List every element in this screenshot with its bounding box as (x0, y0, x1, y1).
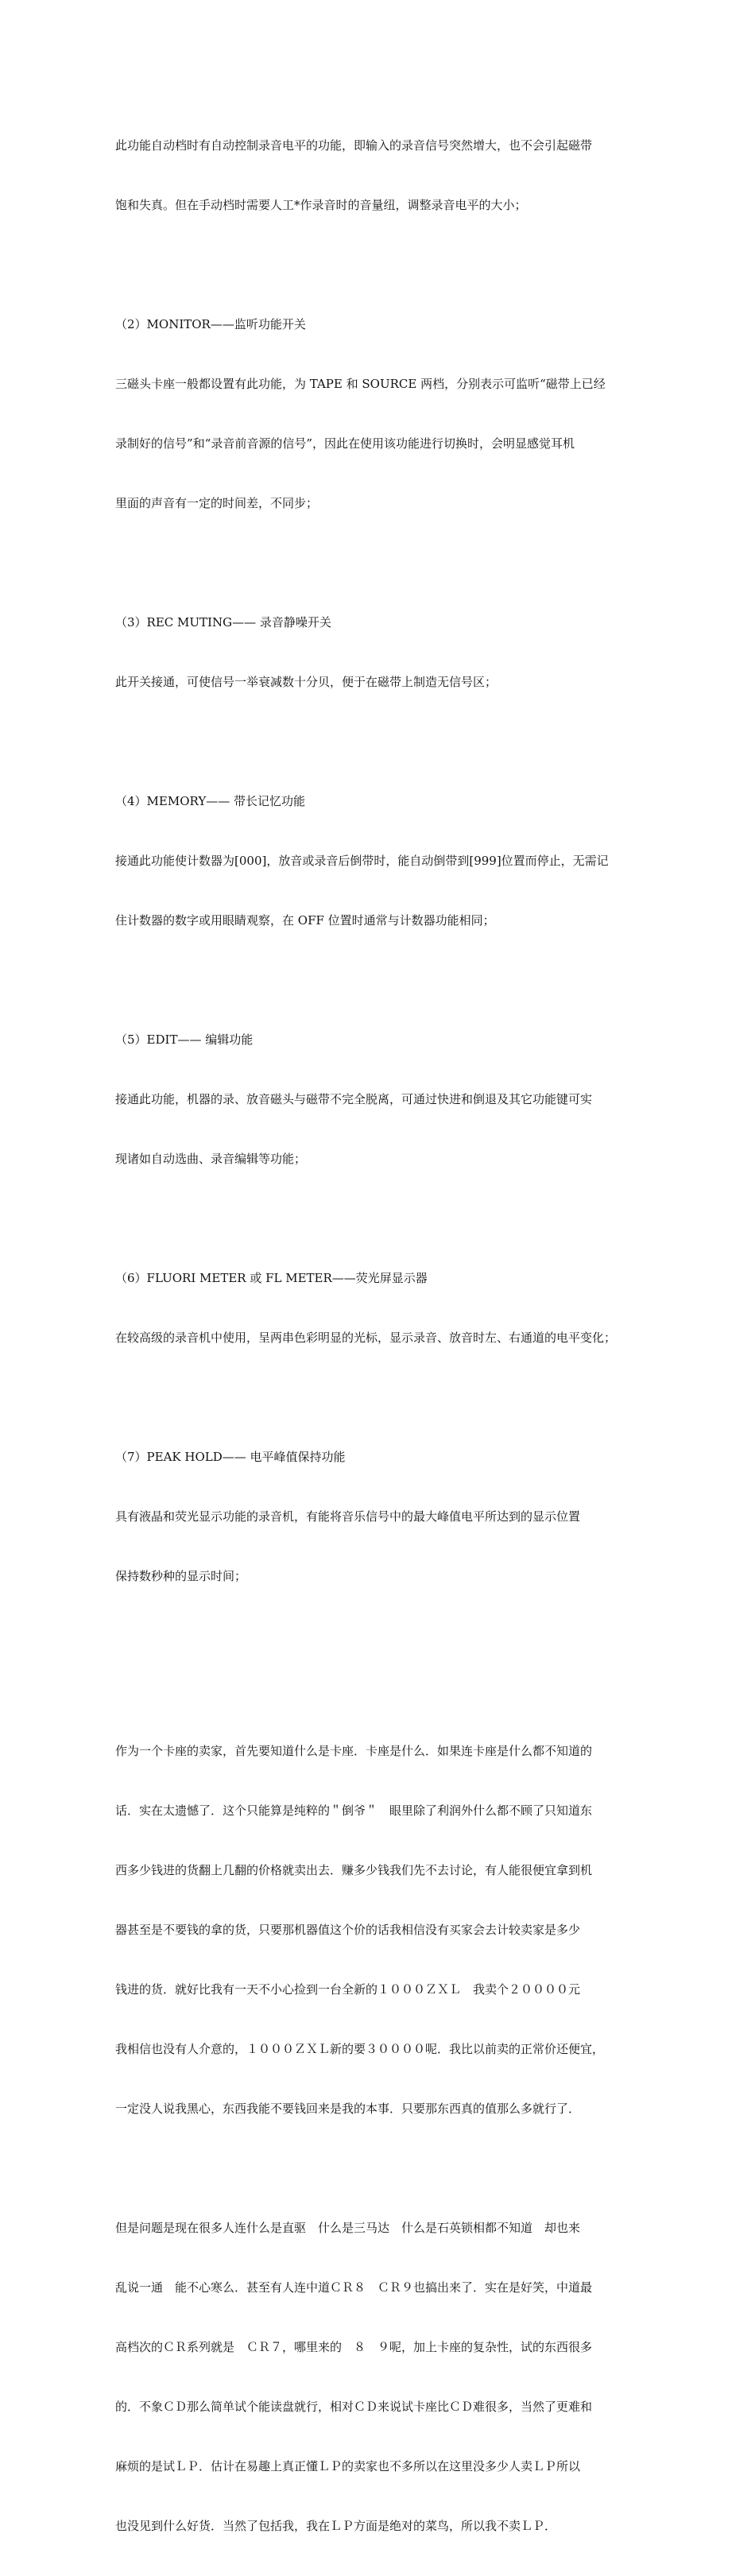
item-heading: （5）EDIT—— 编辑功能 (115, 1032, 254, 1047)
text-line: 西多少钱进的货翻上几翻的价格就卖出去．赚多少钱我们先不去讨论，有人能很便宜拿到机 (115, 1863, 593, 1877)
item-heading: （6）FLUORI METER 或 FL METER——荧光屏显示器 (115, 1271, 428, 1285)
text-line: 现诸如自动选曲、录音编辑等功能； (115, 1152, 307, 1166)
document-body (115, 96, 649, 2576)
text-line: 我相信也没有人介意的，１０００ＺＸＬ新的要３００００呢．我比以前卖的正常价还便宜， (115, 2042, 605, 2056)
text-line: 接通此功能，机器的录、放音磁头与磁带不完全脱离，可通过快进和倒退及其它功能键可实 (115, 1092, 593, 1106)
text-line: 饱和失真。但在手动档时需要人工*作录音时的音量纽，调整录音电平的大小； (115, 198, 527, 212)
item-heading: （2）MONITOR——监听功能开关 (115, 317, 306, 331)
intro-paragraph (115, 96, 649, 255)
text-line: 接通此功能使计数器为[000]，放音或录音后倒带时，能自动倒带到[999]位置而停止，无需记 (115, 854, 609, 868)
text-line: 钱进的货．就好比我有一天不小心捡到一台全新的１０００ＺＸＬ 我卖个２００００元 (115, 1982, 581, 1997)
item-edit (115, 990, 649, 1209)
text-line: 此开关接通，可使信号一举衰减数十分贝，便于在磁带上制造无信号区； (115, 675, 498, 689)
essay-paragraph-2 (115, 2179, 649, 2576)
item-monitor (115, 275, 649, 553)
item-memory (115, 752, 649, 970)
text-line: 麻烦的是试ＬＰ．估计在易趣上真正懂ＬＰ的卖家也不多所以在这里没多少人卖ＬＰ所以 (115, 2459, 581, 2473)
text-line: 录制好的信号”和“录音前音源的信号”，因此在使用该功能进行切换时，会明显感觉耳机 (115, 436, 575, 451)
text-line: 高档次的ＣＲ系列就是 ＣＲ７，哪里来的 ８ ９呢，加上卡座的复杂性，试的东西很多 (115, 2340, 593, 2354)
item-fl-meter (115, 1229, 649, 1388)
text-line: 里面的声音有一定的时间差，不同步； (115, 496, 319, 510)
item-heading: （3）REC MUTING—— 录音静噪开关 (115, 615, 331, 629)
text-line: 但是问题是现在很多人连什么是直驱 什么是三马达 什么是石英锁相都不知道 却也来 (115, 2221, 581, 2235)
item-heading: （4）MEMORY—— 带长记忆功能 (115, 794, 306, 808)
text-line: 乱说一通 能不心寒么．甚至有人连中道ＣＲ８ ＣＲ９也搞出来了．实在是好笑，中道最 (115, 2280, 593, 2295)
text-line: 三磁头卡座一般都设置有此功能，为 TAPE 和 SOURCE 两档，分别表示可监听“磁带上已经 (115, 377, 606, 391)
item-peak-hold (115, 1408, 649, 1626)
text-line: 在较高级的录音机中使用，呈两串色彩明显的光标，显示录音、放音时左、右通道的电平变化； (115, 1331, 617, 1345)
text-line: 保持数秒种的显示时间； (115, 1569, 247, 1583)
text-line: 话．实在太遗憾了．这个只能算是纯粹的＂倒爷＂ 眼里除了利润外什么都不顾了只知道东 (115, 1803, 593, 1818)
text-line: 也没见到什么好货．当然了包括我，我在ＬＰ方面是绝对的菜鸟，所以我不卖ＬＰ． (115, 2519, 557, 2533)
item-heading: （7）PEAK HOLD—— 电平峰值保持功能 (115, 1450, 346, 1464)
text-line: 一定没人说我黑心，东西我能不要钱回来是我的本事．只要那东西真的值那么多就行了． (115, 2101, 581, 2116)
essay-paragraph-1 (115, 1702, 649, 2159)
text-line: 住计数器的数字或用眼睛观察，在 OFF 位置时通常与计数器功能相同； (115, 913, 495, 928)
item-rec-muting (115, 573, 649, 732)
text-line: 作为一个卡座的卖家，首先要知道什么是卡座．卡座是什么．如果连卡座是什么都不知道的 (115, 1744, 593, 1758)
text-line: 器甚至是不要钱的拿的货，只要那机器值这个价的话我相信没有买家会去计较卖家是多少 (115, 1923, 581, 1937)
text-line: 的．不象ＣＤ那么简单试个能读盘就行，相对ＣＤ来说试卡座比ＣＤ难很多，当然了更难和 (115, 2400, 593, 2414)
text-line: 具有液晶和荧光显示功能的录音机，有能将音乐信号中的最大峰值电平所达到的显示位置 (115, 1509, 581, 1524)
text-line: 此功能自动档时有自动控制录音电平的功能，即输入的录音信号突然增大，也不会引起磁带 (115, 138, 593, 153)
